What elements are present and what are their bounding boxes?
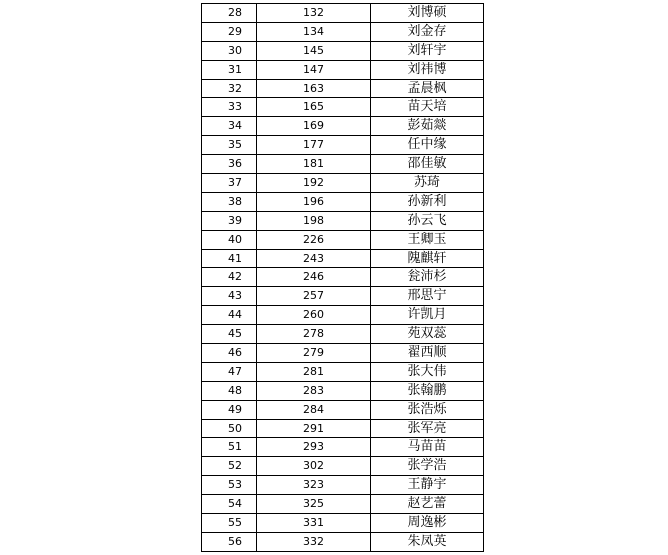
student-name-cell: 王卿玉: [371, 230, 484, 249]
student-id-cell: 134: [257, 22, 371, 41]
student-id-cell: 302: [257, 457, 371, 476]
student-name-cell: 翟西顺: [371, 344, 484, 363]
table-row: [202, 362, 484, 381]
student-name-cell: 苏琦: [371, 174, 484, 193]
row-number-cell: 37: [202, 174, 257, 193]
row-number-cell: 29: [202, 22, 257, 41]
table-row: [202, 381, 484, 400]
row-number-cell: 35: [202, 136, 257, 155]
table-row: [202, 192, 484, 211]
row-number-cell: 49: [202, 400, 257, 419]
student-id-cell: 293: [257, 438, 371, 457]
table-row: [202, 514, 484, 533]
table-row: [202, 174, 484, 193]
student-name-cell: 赵艺蕾: [371, 495, 484, 514]
student-name-cell: 马苗苗: [371, 438, 484, 457]
student-name-cell: 张学浩: [371, 457, 484, 476]
table-row: [202, 532, 484, 551]
student-id-cell: 281: [257, 362, 371, 381]
student-id-cell: 165: [257, 98, 371, 117]
student-id-cell: 260: [257, 306, 371, 325]
student-id-cell: 196: [257, 192, 371, 211]
table-row: [202, 249, 484, 268]
row-number-cell: 28: [202, 4, 257, 23]
student-id-cell: 147: [257, 60, 371, 79]
row-number-cell: 56: [202, 532, 257, 551]
table-row: [202, 400, 484, 419]
student-id-cell: 243: [257, 249, 371, 268]
student-name-cell: 刘祎博: [371, 60, 484, 79]
student-name-cell: 孙新利: [371, 192, 484, 211]
student-name-cell: 邢思宁: [371, 287, 484, 306]
row-number-cell: 50: [202, 419, 257, 438]
table-row: [202, 211, 484, 230]
table-row: [202, 325, 484, 344]
row-number-cell: 33: [202, 98, 257, 117]
row-number-cell: 52: [202, 457, 257, 476]
row-number-cell: 42: [202, 268, 257, 287]
student-name-cell: 刘金存: [371, 22, 484, 41]
roster-table: [201, 3, 484, 552]
student-id-cell: 192: [257, 174, 371, 193]
student-name-cell: 刘轩宇: [371, 41, 484, 60]
table-row: [202, 4, 484, 23]
student-id-cell: 198: [257, 211, 371, 230]
student-name-cell: 彭茹燚: [371, 117, 484, 136]
row-number-cell: 55: [202, 514, 257, 533]
roster-table-body: [202, 4, 484, 552]
student-name-cell: 周逸彬: [371, 514, 484, 533]
student-id-cell: 323: [257, 476, 371, 495]
row-number-cell: 51: [202, 438, 257, 457]
row-number-cell: 47: [202, 362, 257, 381]
table-row: [202, 438, 484, 457]
student-id-cell: 279: [257, 344, 371, 363]
student-id-cell: 163: [257, 79, 371, 98]
row-number-cell: 45: [202, 325, 257, 344]
student-name-cell: 孙云飞: [371, 211, 484, 230]
row-number-cell: 48: [202, 381, 257, 400]
student-id-cell: 177: [257, 136, 371, 155]
student-name-cell: 隗麒轩: [371, 249, 484, 268]
table-row: [202, 230, 484, 249]
student-id-cell: 226: [257, 230, 371, 249]
student-name-cell: 张大伟: [371, 362, 484, 381]
table-row: [202, 117, 484, 136]
row-number-cell: 44: [202, 306, 257, 325]
student-name-cell: 苗天培: [371, 98, 484, 117]
student-name-cell: 张军亮: [371, 419, 484, 438]
student-id-cell: 257: [257, 287, 371, 306]
row-number-cell: 39: [202, 211, 257, 230]
student-name-cell: 孟晨枫: [371, 79, 484, 98]
table-row: [202, 287, 484, 306]
row-number-cell: 38: [202, 192, 257, 211]
row-number-cell: 53: [202, 476, 257, 495]
student-id-cell: 181: [257, 155, 371, 174]
table-row: [202, 60, 484, 79]
student-name-cell: 朱凤英: [371, 532, 484, 551]
row-number-cell: 34: [202, 117, 257, 136]
student-name-cell: 刘博硕: [371, 4, 484, 23]
row-number-cell: 31: [202, 60, 257, 79]
table-row: [202, 136, 484, 155]
student-id-cell: 291: [257, 419, 371, 438]
student-id-cell: 332: [257, 532, 371, 551]
row-number-cell: 30: [202, 41, 257, 60]
table-row: [202, 79, 484, 98]
student-name-cell: 邵佳敏: [371, 155, 484, 174]
table-row: [202, 344, 484, 363]
student-id-cell: 331: [257, 514, 371, 533]
row-number-cell: 46: [202, 344, 257, 363]
student-id-cell: 169: [257, 117, 371, 136]
row-number-cell: 36: [202, 155, 257, 174]
row-number-cell: 41: [202, 249, 257, 268]
table-row: [202, 306, 484, 325]
row-number-cell: 43: [202, 287, 257, 306]
student-id-cell: 325: [257, 495, 371, 514]
student-id-cell: 283: [257, 381, 371, 400]
student-id-cell: 132: [257, 4, 371, 23]
row-number-cell: 40: [202, 230, 257, 249]
row-number-cell: 54: [202, 495, 257, 514]
student-id-cell: 145: [257, 41, 371, 60]
table-row: [202, 98, 484, 117]
student-name-cell: 任中缘: [371, 136, 484, 155]
student-id-cell: 278: [257, 325, 371, 344]
student-id-cell: 246: [257, 268, 371, 287]
row-number-cell: 32: [202, 79, 257, 98]
student-name-cell: 王静宇: [371, 476, 484, 495]
table-row: [202, 22, 484, 41]
student-name-cell: 许凯月: [371, 306, 484, 325]
table-row: [202, 419, 484, 438]
student-name-cell: 瓮沛杉: [371, 268, 484, 287]
table-row: [202, 268, 484, 287]
table-row: [202, 41, 484, 60]
student-name-cell: 张翰鹏: [371, 381, 484, 400]
student-id-cell: 284: [257, 400, 371, 419]
table-row: [202, 457, 484, 476]
student-name-cell: 苑双蕊: [371, 325, 484, 344]
table-row: [202, 155, 484, 174]
table-row: [202, 476, 484, 495]
student-name-cell: 张浩烁: [371, 400, 484, 419]
table-row: [202, 495, 484, 514]
